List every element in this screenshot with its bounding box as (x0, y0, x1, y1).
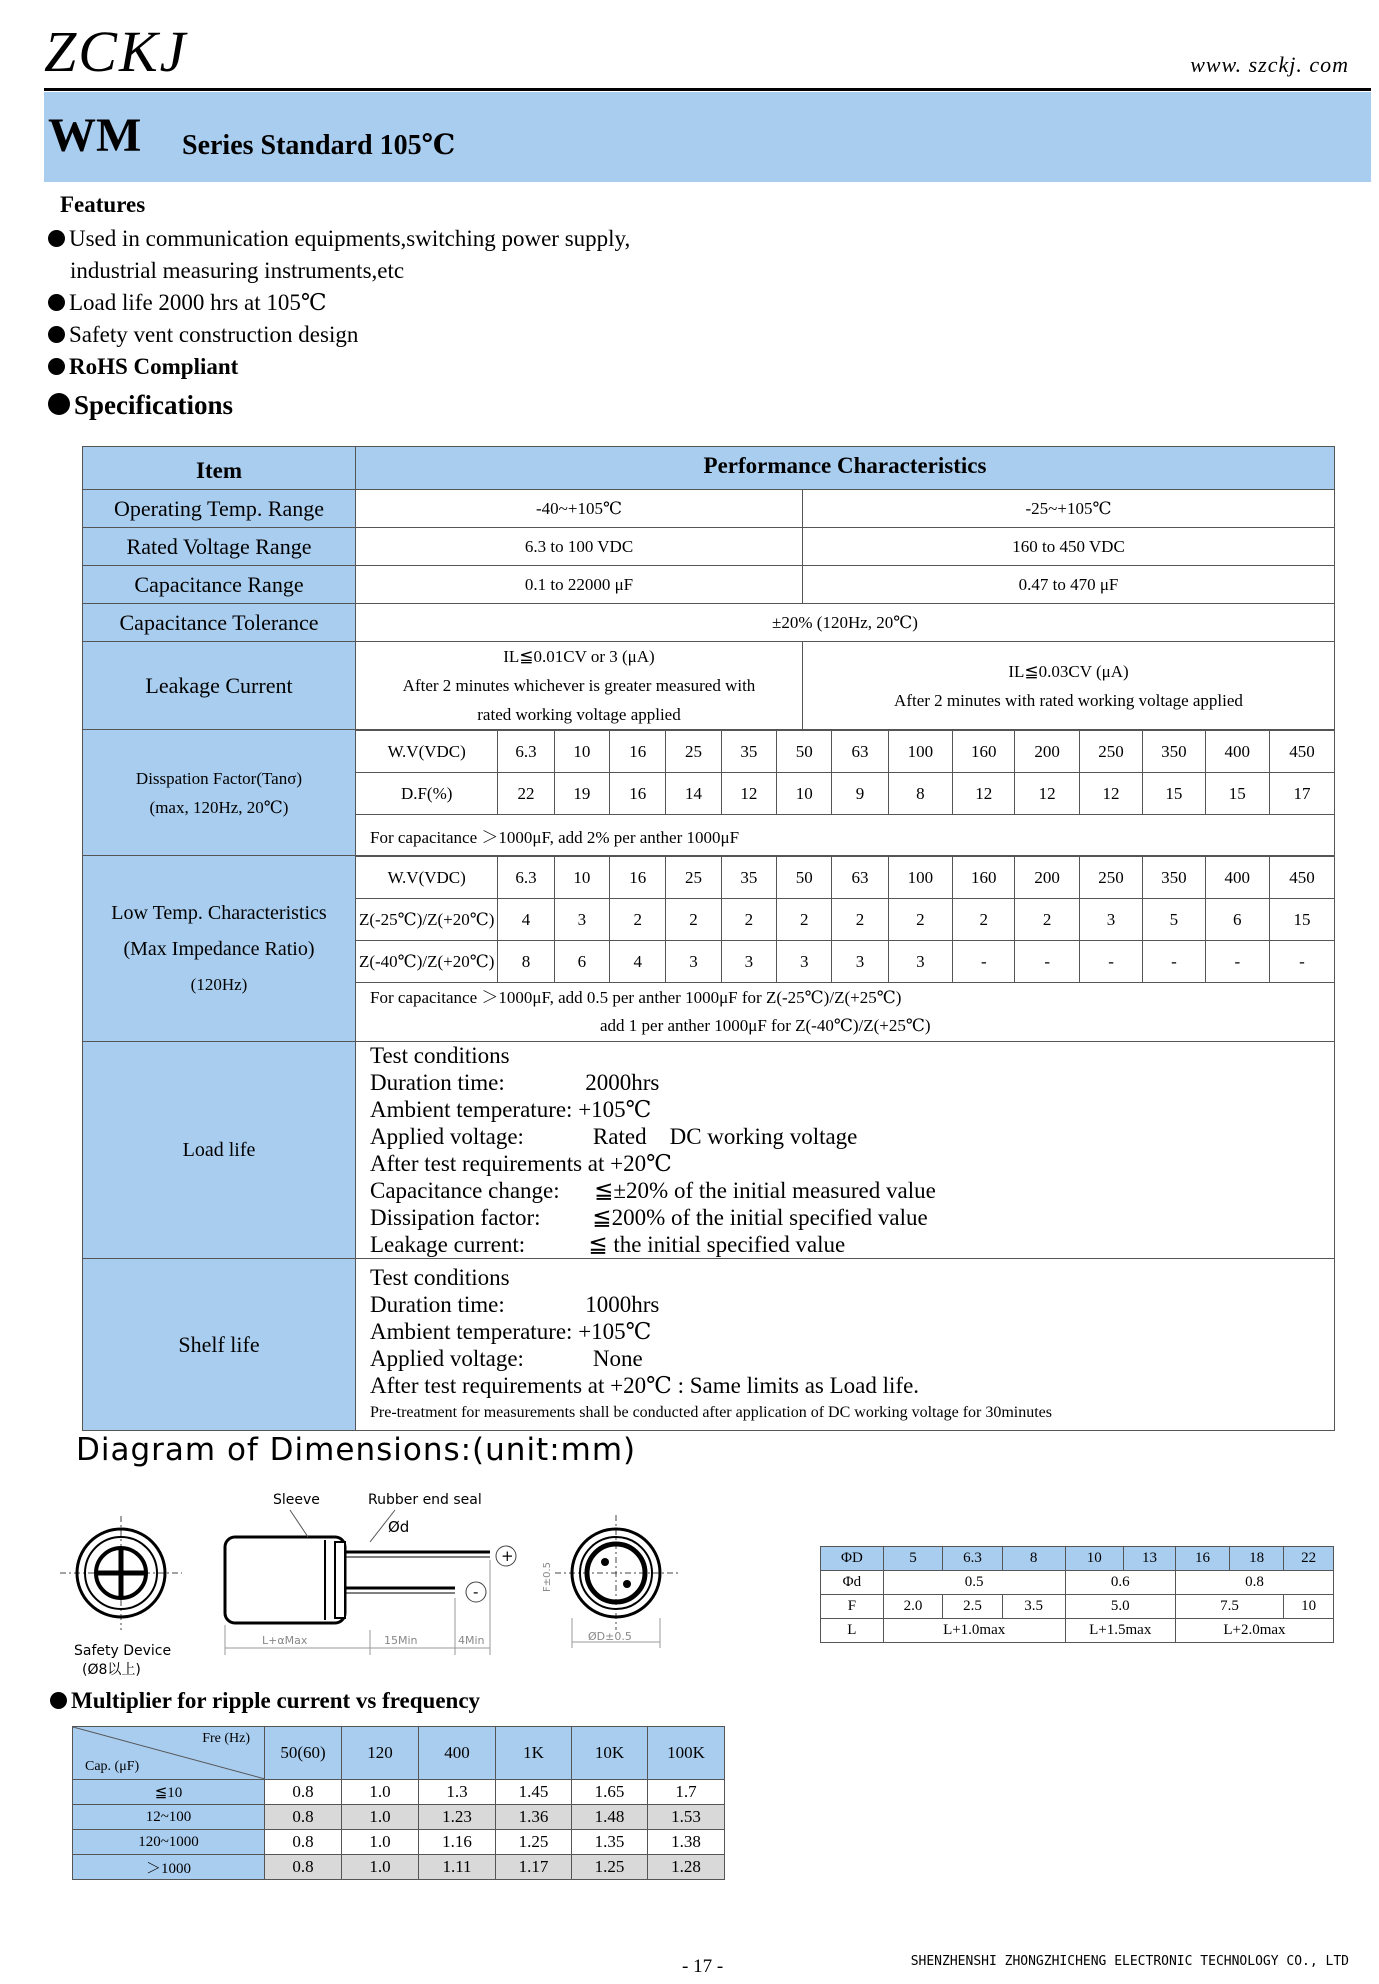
row-label: Z(-40℃)/Z(+20℃) (356, 941, 498, 983)
value-cell: 35 (721, 857, 776, 899)
shelf-life-conditions (356, 1259, 1335, 1431)
ripple-header-row (73, 1727, 725, 1780)
value-cell: 3 (666, 941, 721, 983)
feature-item: RoHS Compliant (48, 354, 238, 380)
leakage-label: Leakage Current (83, 642, 356, 730)
value-cell: 10 (554, 731, 609, 773)
value-cell: 200 (1015, 857, 1079, 899)
dim-row-d (821, 1571, 1334, 1595)
dim-cell: 10 (1065, 1547, 1123, 1571)
value-cell: 200 (1015, 731, 1079, 773)
capacitor-side-view (225, 1537, 516, 1623)
condition-line: Duration time: 2000hrs (370, 1070, 660, 1095)
value-cell: 8 (498, 941, 554, 983)
dim-cell: 2.0 (883, 1595, 943, 1619)
pretreatment-note: Pre-treatment for measurements shall be conducted after application of DC working voltage for 30minutes (370, 1403, 1053, 1421)
value-cell: 2 (666, 899, 721, 941)
features-title: Features (60, 192, 146, 217)
bullet-icon (48, 358, 65, 375)
value-cell: 50 (777, 731, 832, 773)
bullet-icon (50, 1692, 67, 1709)
freq-header: 120 (342, 1727, 419, 1780)
dim-cell: 3.5 (1002, 1595, 1065, 1619)
value-cell: 2 (610, 899, 666, 941)
multiplier-cell: 1.11 (419, 1855, 496, 1880)
value-cell: 250 (1079, 857, 1142, 899)
company-name: SHENZHENSHI ZHONGZHICHENG ELECTRONIC TECHNOLOGY CO., LTD (910, 1954, 1349, 1969)
rated-voltage-label: Rated Voltage Range (83, 528, 356, 566)
multiplier-cell: 1.38 (648, 1830, 725, 1855)
value-cell: 19 (554, 773, 609, 815)
value-cell: 15 (1205, 773, 1269, 815)
lt-wv-row (356, 857, 1334, 899)
dim-cell: 6.3 (943, 1547, 1003, 1571)
tolerance-value: ±20% (120Hz, 20℃) (356, 604, 1335, 642)
z25-row (356, 899, 1334, 941)
ripple-corner-cell (73, 1727, 265, 1780)
value-cell: 3 (777, 941, 832, 983)
freq-axis-label: Fre (Hz) (202, 1731, 250, 1746)
value-cell: 350 (1143, 731, 1205, 773)
value-cell: - (953, 941, 1015, 983)
value-cell: - (1205, 941, 1269, 983)
cap-range-cell: 120~1000 (73, 1830, 265, 1855)
value-cell: 2 (721, 899, 776, 941)
df-wv-row (356, 731, 1334, 773)
feature-item: Used in communication equipments,switching power supply, (48, 226, 630, 252)
row-label: W.V(VDC) (356, 731, 498, 773)
value-cell: 350 (1143, 857, 1205, 899)
value-cell: - (1143, 941, 1205, 983)
multiplier-cell: 0.8 (265, 1780, 342, 1805)
multiplier-cell: 1.53 (648, 1805, 725, 1830)
cap-range-cell: 12~100 (73, 1805, 265, 1830)
outer-diameter-label: ØD±0.5 (588, 1630, 632, 1643)
value-cell: 63 (832, 731, 888, 773)
low-temp-label: Low Temp. Characteristics (Max Impedance Ratio) (120Hz) (83, 856, 356, 1042)
value-cell: 63 (832, 857, 888, 899)
value-cell: 10 (554, 857, 609, 899)
condition-line: Leakage current: ≦ the initial specified value (370, 1232, 846, 1257)
header-divider (44, 88, 1371, 91)
shelf-life-label: Shelf life (83, 1259, 356, 1431)
specifications-title: Specifications (48, 390, 233, 421)
low-temp-table (356, 856, 1334, 1041)
value-cell: 3 (721, 941, 776, 983)
ripple-row (73, 1780, 725, 1805)
value-cell: 12 (953, 773, 1015, 815)
value-cell: 2 (953, 899, 1015, 941)
condition-line: Applied voltage: Rated DC working voltage (370, 1124, 858, 1149)
condition-line: Duration time: 1000hrs (370, 1291, 660, 1317)
value-cell: 160 (953, 731, 1015, 773)
value-cell: 16 (610, 773, 666, 815)
condition-line: Test conditions (370, 1264, 510, 1290)
multiplier-cell: 1.28 (648, 1855, 725, 1880)
value-cell: - (1079, 941, 1142, 983)
condition-line: Dissipation factor: ≦200% of the initial specified value (370, 1205, 928, 1230)
capacitance-range-high: 0.47 to 470 μF (803, 566, 1335, 604)
leakage-low: IL≦0.01CV or 3 (μA) After 2 minutes whichever is greater measured with rated working voltage applied (356, 642, 803, 730)
multiplier-cell: 1.45 (496, 1780, 572, 1805)
seal-min-label: 4Min (458, 1634, 485, 1647)
condition-line: Applied voltage: None (370, 1345, 643, 1371)
safety-device-top-view (60, 1516, 182, 1630)
ripple-row (73, 1805, 725, 1830)
dissipation-table (356, 730, 1334, 855)
multiplier-cell: 0.8 (265, 1805, 342, 1830)
brand-logo: ZCKJ (44, 19, 188, 84)
multiplier-cell: 1.0 (342, 1780, 419, 1805)
dim-cell: 16 (1175, 1547, 1229, 1571)
bullet-icon (48, 294, 65, 311)
condition-line: After test requirements at +20℃ : Same limits as Load life. (370, 1372, 920, 1398)
minus-icon: - (473, 1583, 479, 1601)
dissipation-cell (356, 730, 1335, 856)
freq-header: 400 (419, 1727, 496, 1780)
multiplier-cell: 1.3 (419, 1780, 496, 1805)
lead-diameter-label: Ød (388, 1518, 410, 1536)
multiplier-cell: 0.8 (265, 1830, 342, 1855)
dim-row-F (821, 1595, 1334, 1619)
value-cell: 50 (777, 857, 832, 899)
multiplier-cell: 1.0 (342, 1805, 419, 1830)
ripple-row (73, 1830, 725, 1855)
safety-device-label: Safety Device (74, 1643, 172, 1659)
dim-cell: 5.0 (1065, 1595, 1175, 1619)
multiplier-cell: 1.23 (419, 1805, 496, 1830)
condition-line: After test requirements at +20℃ (370, 1151, 672, 1176)
series-code: WM (48, 109, 142, 162)
row-label: W.V(VDC) (356, 857, 498, 899)
dim-cell: ΦD (821, 1547, 884, 1571)
dim-cell: L+2.0max (1175, 1619, 1333, 1643)
dim-cell: 22 (1284, 1547, 1334, 1571)
op-temp-label: Operating Temp. Range (83, 490, 356, 528)
value-cell: 6 (554, 941, 609, 983)
value-cell: 160 (953, 857, 1015, 899)
feature-item: Load life 2000 hrs at 105℃ (48, 290, 327, 316)
row-label: D.F(%) (356, 773, 498, 815)
value-cell: 400 (1205, 731, 1269, 773)
df-row (356, 773, 1334, 815)
value-cell: 2 (832, 899, 888, 941)
dim-cell: 2.5 (943, 1595, 1003, 1619)
feature-item: industrial measuring instruments,etc (70, 258, 405, 283)
value-cell: 35 (721, 731, 776, 773)
value-cell: 4 (610, 941, 666, 983)
load-life-conditions (356, 1042, 1335, 1259)
multiplier-cell: 1.65 (572, 1780, 648, 1805)
cap-range-cell: ＞1000 (73, 1855, 265, 1880)
condition-line: Test conditions (370, 1043, 510, 1068)
capacitance-range-label: Capacitance Range (83, 566, 356, 604)
dissipation-label: Disspation Factor(Tanσ) (max, 120Hz, 20℃) (83, 730, 356, 856)
ripple-title: Multiplier for ripple current vs frequency (50, 1688, 480, 1714)
cap-axis-label: Cap. (μF) (85, 1759, 140, 1774)
value-cell: 100 (888, 731, 952, 773)
multiplier-cell: 1.25 (572, 1855, 648, 1880)
dim-cell: 0.5 (883, 1571, 1065, 1595)
value-cell: 2 (1015, 899, 1079, 941)
dim-cell: 5 (883, 1547, 943, 1571)
capacitor-bottom-view (555, 1515, 680, 1648)
load-life-label: Load life (83, 1042, 356, 1259)
value-cell: 12 (1015, 773, 1079, 815)
value-cell: 3 (1079, 899, 1142, 941)
dim-row-D (821, 1547, 1334, 1571)
value-cell: 5 (1143, 899, 1205, 941)
z40-row (356, 941, 1334, 983)
value-cell: 25 (666, 857, 721, 899)
value-cell: 16 (610, 731, 666, 773)
rated-voltage-high: 160 to 450 VDC (803, 528, 1335, 566)
dim-cell: Φd (821, 1571, 884, 1595)
value-cell: 15 (1270, 899, 1335, 941)
condition-line: Ambient temperature: +105℃ (370, 1097, 652, 1122)
value-cell: 6 (1205, 899, 1269, 941)
rubber-seal-label: Rubber end seal (368, 1492, 482, 1508)
value-cell: 400 (1205, 857, 1269, 899)
ripple-row (73, 1855, 725, 1880)
plus-icon: + (501, 1547, 514, 1565)
bullet-icon (48, 230, 65, 247)
dim-row-L (821, 1619, 1334, 1643)
ripple-table (72, 1726, 725, 1880)
dim-cell: 13 (1124, 1547, 1176, 1571)
value-cell: 3 (888, 941, 952, 983)
dim-cell: L (821, 1619, 884, 1643)
multiplier-cell: 1.0 (342, 1830, 419, 1855)
op-temp-high-voltage: -25~+105℃ (803, 490, 1335, 528)
value-cell: 6.3 (498, 731, 554, 773)
sleeve-pointer (290, 1510, 308, 1537)
value-cell: 9 (832, 773, 888, 815)
value-cell: 2 (777, 899, 832, 941)
low-temp-cell (356, 856, 1335, 1042)
header-performance: Performance Characteristics (356, 447, 1335, 490)
feature-item: Safety vent construction design (48, 322, 358, 348)
website-url: www. szckj. com (1190, 52, 1349, 77)
value-cell: 8 (888, 773, 952, 815)
leakage-high: IL≦0.03CV (μA) After 2 minutes with rated working voltage applied (803, 642, 1335, 730)
value-cell: 17 (1270, 773, 1335, 815)
df-note: For capacitance ＞1000μF, add 2% per anther 1000μF (356, 815, 1334, 856)
condition-line: Ambient temperature: +105℃ (370, 1318, 652, 1344)
cap-range-cell: ≦10 (73, 1780, 265, 1805)
value-cell: 22 (498, 773, 554, 815)
dim-cell: 10 (1284, 1595, 1334, 1619)
capacitance-range-low: 0.1 to 22000 μF (356, 566, 803, 604)
bullet-icon (48, 393, 70, 415)
value-cell: 3 (832, 941, 888, 983)
value-cell: 10 (777, 773, 832, 815)
multiplier-cell: 1.7 (648, 1780, 725, 1805)
value-cell: 16 (610, 857, 666, 899)
value-cell: 4 (498, 899, 554, 941)
header-item: Item (83, 447, 356, 490)
multiplier-cell: 1.36 (496, 1805, 572, 1830)
lead-min-label: 15Min (384, 1634, 418, 1647)
diagram-title: Diagram of Dimensions:(unit:mm) (76, 1432, 637, 1468)
rated-voltage-low: 6.3 to 100 VDC (356, 528, 803, 566)
value-cell: 6.3 (498, 857, 554, 899)
value-cell: 12 (1079, 773, 1142, 815)
tolerance-label: Capacitance Tolerance (83, 604, 356, 642)
freq-header: 10K (572, 1727, 648, 1780)
value-cell: 15 (1143, 773, 1205, 815)
value-cell: 450 (1270, 857, 1335, 899)
series-title: Series Standard 105℃ (182, 130, 456, 161)
value-cell: 100 (888, 857, 952, 899)
multiplier-cell: 1.0 (342, 1855, 419, 1880)
multiplier-cell: 1.25 (496, 1830, 572, 1855)
dim-cell: L+1.0max (883, 1619, 1065, 1643)
lead-spacing-label: F±0.5 (542, 1561, 553, 1592)
row-label: Z(-25℃)/Z(+20℃) (356, 899, 498, 941)
value-cell: 250 (1079, 731, 1142, 773)
dim-cell: L+1.5max (1065, 1619, 1175, 1643)
safety-device-size: (Ø8以上) (82, 1662, 141, 1678)
dim-cell: 18 (1230, 1547, 1284, 1571)
multiplier-cell: 1.16 (419, 1830, 496, 1855)
bullet-icon (48, 326, 65, 343)
value-cell: 450 (1270, 731, 1335, 773)
dimension-diagram (50, 1480, 690, 1690)
value-cell: 3 (554, 899, 609, 941)
multiplier-cell: 1.48 (572, 1805, 648, 1830)
value-cell: 25 (666, 731, 721, 773)
dim-cell: 0.6 (1065, 1571, 1175, 1595)
value-cell: 2 (888, 899, 952, 941)
specifications-table (82, 446, 1335, 1431)
value-cell: 14 (666, 773, 721, 815)
low-temp-note: For capacitance ＞1000μF, add 0.5 per anther 1000μF for Z(-25℃)/Z(+25℃) add 1 per anther 1000μF for Z(-40℃)/Z(+25℃) (356, 983, 1334, 1042)
page-number: - 17 - (682, 1956, 724, 1977)
multiplier-cell: 1.35 (572, 1830, 648, 1855)
value-cell: 12 (721, 773, 776, 815)
dim-cell: 0.8 (1175, 1571, 1333, 1595)
dim-cell: F (821, 1595, 884, 1619)
freq-header: 1K (496, 1727, 572, 1780)
multiplier-cell: 0.8 (265, 1855, 342, 1880)
sleeve-label: Sleeve (273, 1492, 320, 1508)
value-cell: - (1270, 941, 1335, 983)
multiplier-cell: 1.17 (496, 1855, 572, 1880)
length-label: L+αMax (262, 1634, 308, 1647)
freq-header: 100K (648, 1727, 725, 1780)
dimension-table (820, 1546, 1334, 1643)
condition-line: Capacitance change: ≦±20% of the initial measured value (370, 1178, 936, 1203)
op-temp-low-voltage: -40~+105℃ (356, 490, 803, 528)
freq-header: 50(60) (265, 1727, 342, 1780)
value-cell: - (1015, 941, 1079, 983)
dim-cell: 7.5 (1175, 1595, 1283, 1619)
dim-cell: 8 (1002, 1547, 1065, 1571)
